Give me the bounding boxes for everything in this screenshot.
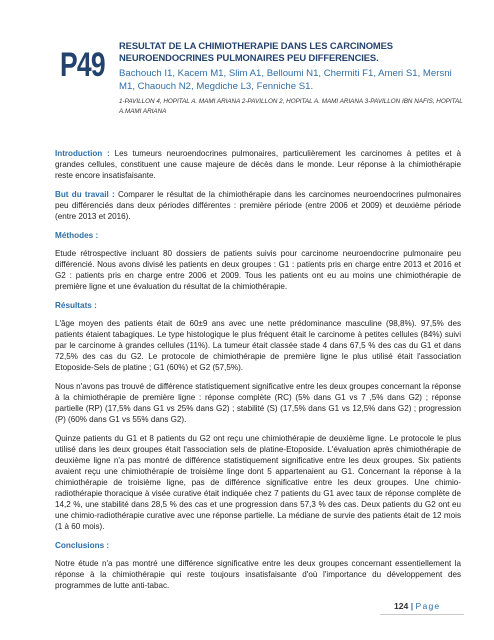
aim-paragraph bbox=[55, 189, 461, 222]
results-paragraph-3: Quinze patients du G1 et 8 patients du G2 ont reçu une chimiothérapie de deuxième ligne. Le protocole le plus utilisé dans les deux groupes était l'association sels de platine-Etoposide. L'évaluation après chimiothérapie de deuxième ligne n'a pas montré de différence statistiquement significative entre les deux groupes. Six patients avaient reçu une chimiothérapie de troisième linge dont 5 appartenaient au G1. Concernant la réponse à la chimiothérapie de troisième ligne, pas de différence significative entre les deux groupes. Une chimio-radiothérapie thoracique à visée curative était indiquée chez 7 patients du G1 avec taux de réponse complète de 14,2 %, une stabilité dans 28,5 % des cas et une progression dans 57,3 % des cas. Deux patients du G2 ont eu une chimio-radiothérapie curative avec une réponse partielle. La médiane de survie des patients était de 12 mois (1 à 60 mois). bbox=[55, 434, 461, 531]
abstract-body bbox=[55, 148, 461, 599]
footer-separator: | bbox=[410, 601, 414, 611]
affiliations: 1-PAVILLON 4, HOPITAL A. MAMI ARIANA 2-PAVILLON 2, HOPITAL A. MAMI ARIANA 3-PAVILLON IBN NAFIS, HOPITAL A.MAMI ARIANA bbox=[119, 98, 463, 115]
methods-heading: Méthodes : bbox=[55, 231, 99, 240]
page-footer bbox=[394, 601, 440, 611]
intro-text: Les tumeurs neuroendocrines pulmonaires, particulièrement les carcinomes à petites et à grandes cellules, constituent une cause majeure de décès dans le monde. Leur réponse à la chimiothérapie reste encore insatisfaisante. bbox=[55, 149, 461, 180]
results-paragraph-2: Nous n'avons pas trouvé de différence statistiquement significative entre les deux groupes concernant la réponse à la chimiothérapie de première ligne : réponse complète (RC) (5% dans G1 vs 7 ,5% dans G2) ; réponse partielle (RP) (17,5% dans G1 vs 25% dans G2) ; stabilité (S) (17,5% dans G1 vs 12,5% dans G2) ; progression (P) (60% dans G1 vs 55% dans G2). bbox=[55, 382, 461, 424]
aim-text: Comparer le résultat de la chimiothérapie dans les carcinomes neuroendocrines pulmonaires peu différenciés dans deux périodes différentes : première période (entre 2006 et 2009) et deuxième période (entre 2013 et 2016). bbox=[55, 190, 461, 221]
poster-code: P49 bbox=[60, 46, 105, 84]
results-heading: Résultats : bbox=[55, 301, 97, 310]
conclusion-text: Notre étude n'a pas montré une différence significative entre les deux groupes concernant essentiellement la réponse à la chimiothérapie qui reste toujours insatisfaisante d'où l'importance du développement des programmes de lutte anti-tabac. bbox=[55, 559, 461, 590]
footer-rule bbox=[380, 614, 464, 615]
intro-paragraph bbox=[55, 148, 461, 181]
page-number: 124 bbox=[394, 601, 409, 611]
article-title: RESULTAT DE LA CHIMIOTHERAPIE DANS LES CARCINOMES NEUROENDOCRINES PULMONAIRES PEU DIFFERENCIES. bbox=[119, 40, 393, 63]
article-header bbox=[119, 40, 469, 116]
intro-heading: Introduction : bbox=[55, 149, 110, 158]
aim-heading: But du travail : bbox=[55, 190, 115, 199]
conclusion-heading: Conclusions : bbox=[55, 541, 110, 550]
page-label: Page bbox=[415, 601, 441, 611]
author-list: Bachouch I1, Kacem M1, Slim A1, Belloumi N1, Chermiti F1, Ameri S1, Mersni M1, Chaouch N2, Megdiche L3, Fenniche S1. bbox=[119, 68, 452, 92]
results-paragraph-1: L'âge moyen des patients était de 60±9 ans avec une nette prédominance masculine (98,8%). 97,5% des patients étaient tabagiques. Le type histologique le plus fréquent était le carcinome à petites cellules (84%) suivi par le carcinome à grandes cellules (11%). La tumeur était classée stade 4 dans 67,5 % des cas du G1 et dans 72,5% des cas du G2. Le protocole de chimiothérapie de première ligne le plus utilisé était l'association Etoposide-Sels de platine ; G1 (60%) et G2 (57,5%). bbox=[55, 319, 461, 372]
methods-text: Etude rétrospective incluant 80 dossiers de patients suivis pour carcinome neuroendocrine pulmonaire peu différencié. Nous avons divisé les patients en deux groupes : G1 : patients pris en charge entre 2013 et 2016 et G2 : patients pris en charge entre 2006 et 2009. Tous les patients ont eu au moins une chimiothérapie de première ligne et une évaluation du résultat de la chimiothérapie. bbox=[55, 249, 461, 291]
